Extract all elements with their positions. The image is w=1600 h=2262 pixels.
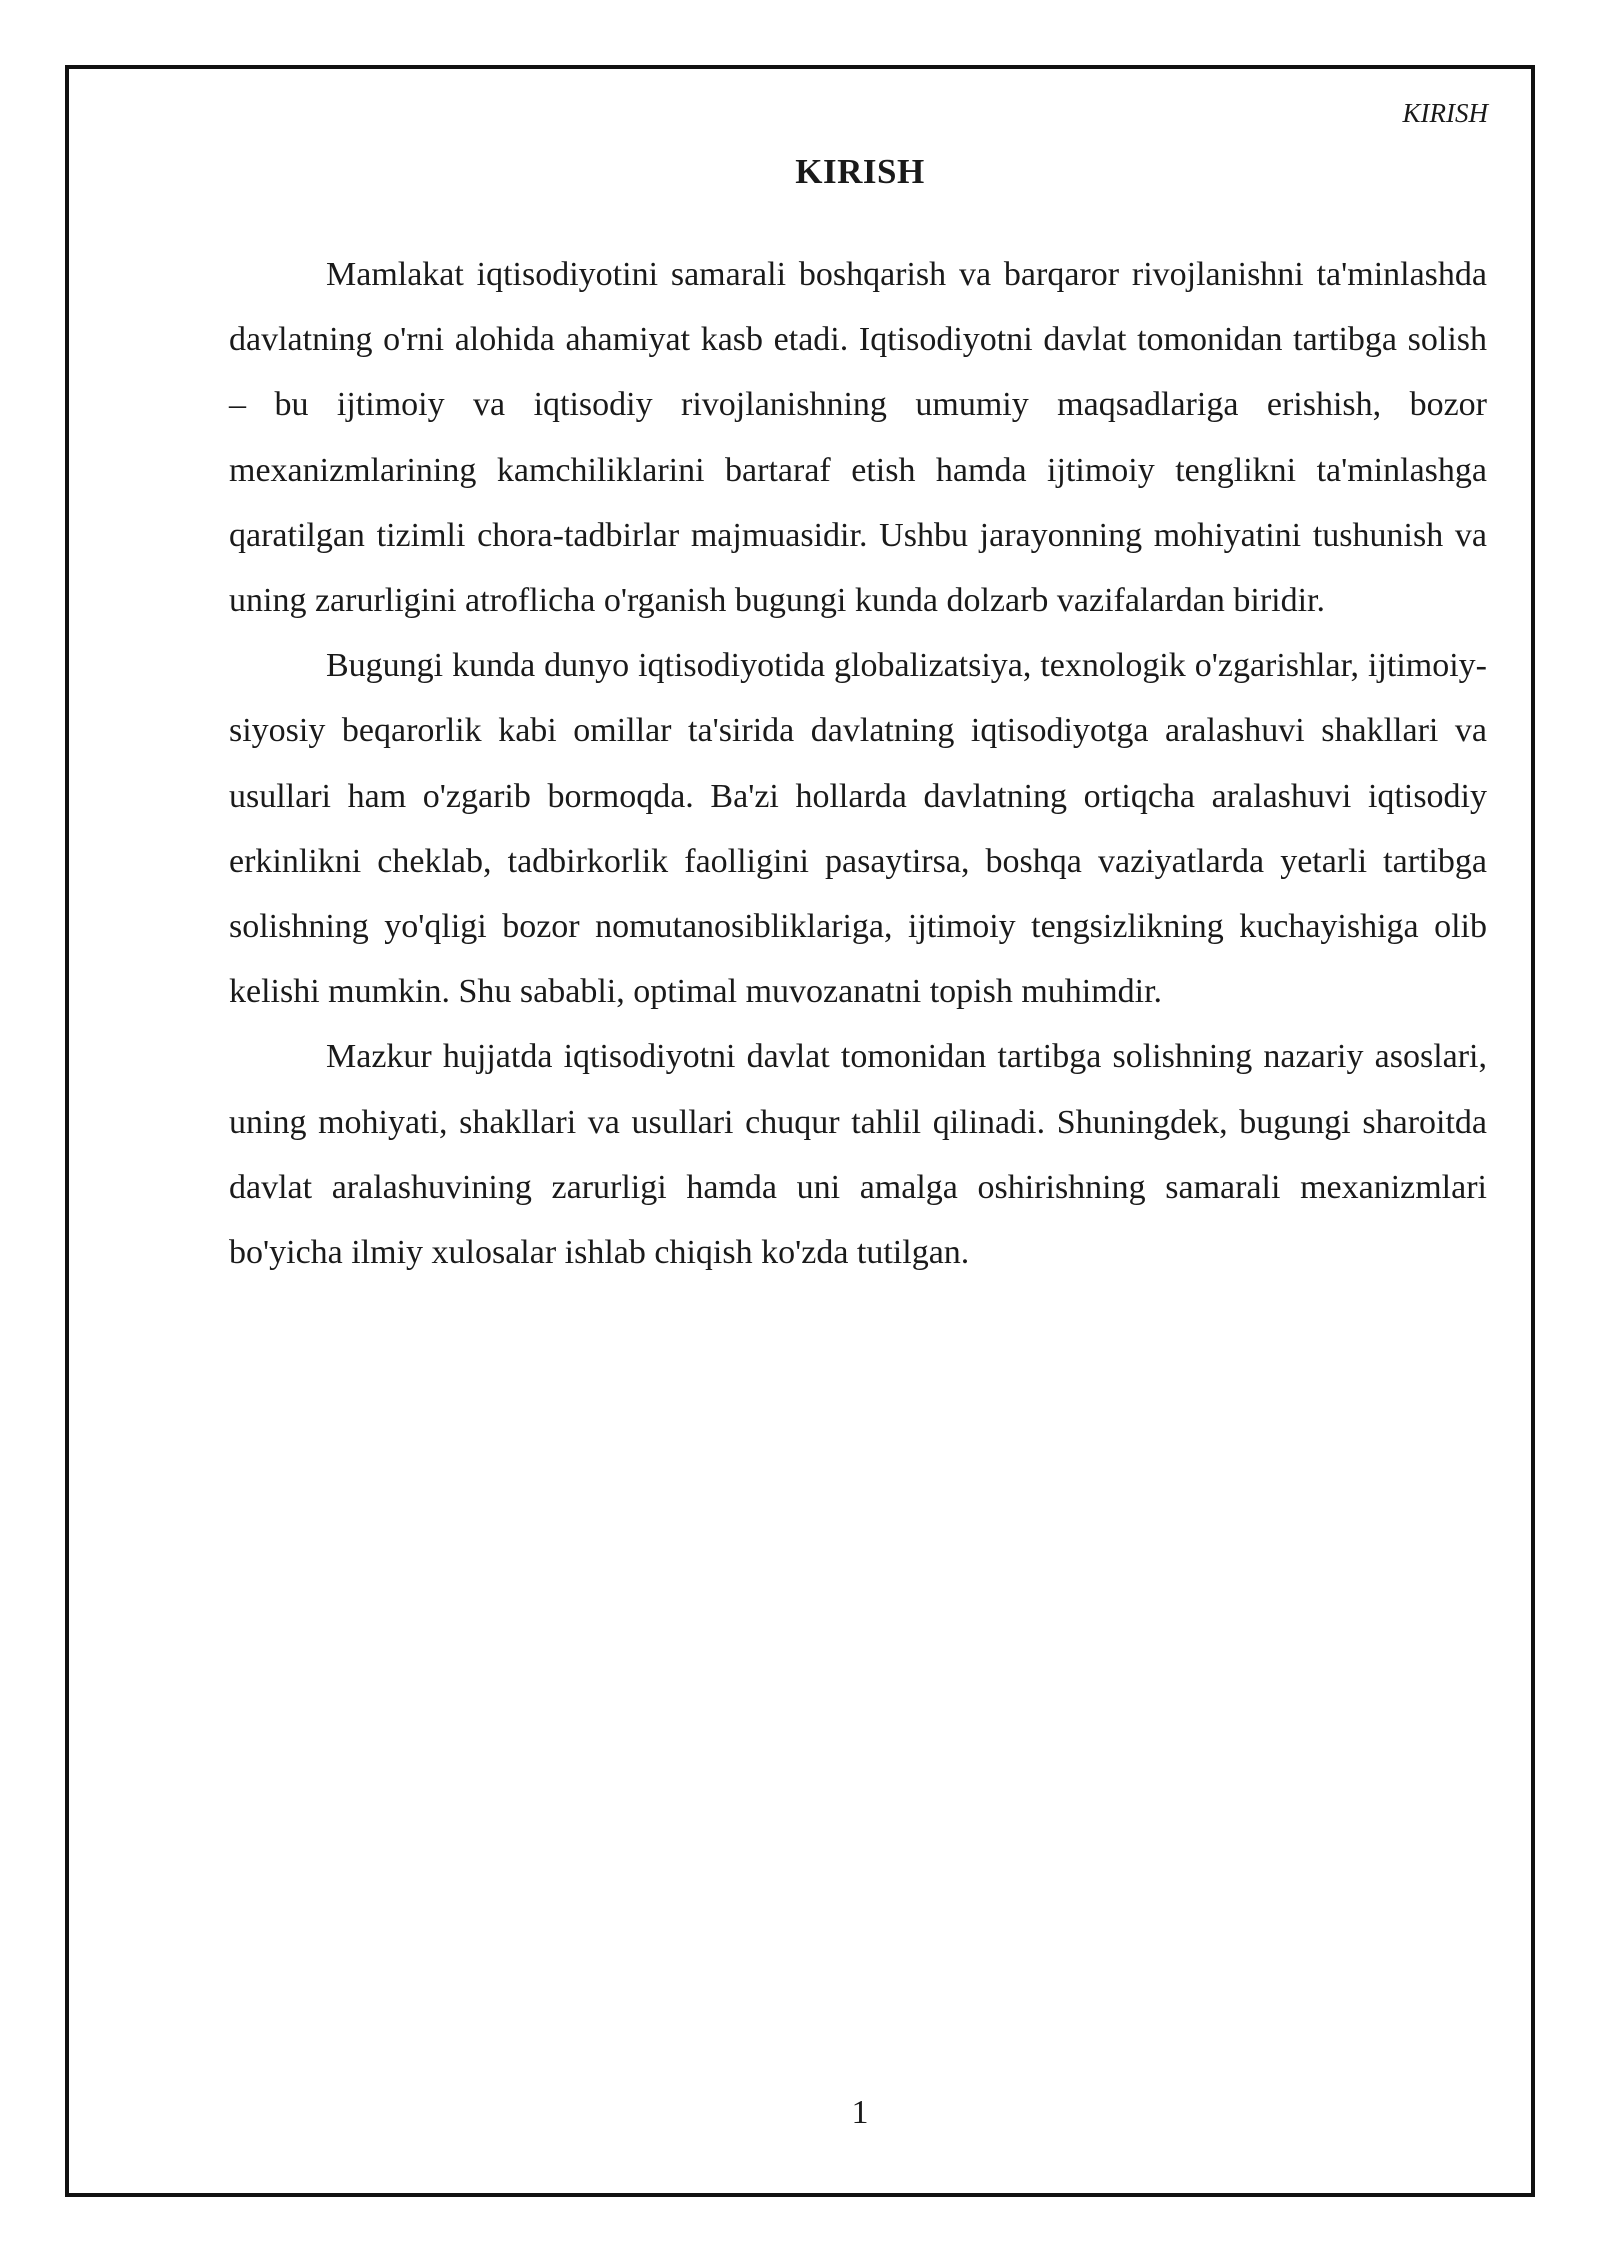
running-header: KIRISH xyxy=(1402,98,1488,128)
paragraph-1: Mamlakat iqtisodiyotini samarali boshqarish va barqaror rivojlanishni ta'minlashda davlatning o'rni alohida ahamiyat kasb etadi. Iqtisodiyotni davlat tomonidan tartibga solish – bu ijtimoiy va iqtisodiy rivojlanishning umumiy maqsadlariga erishish, bozor mexanizmlarining kamchiliklarini bartaraf etish hamda ijtimoiy tenglikni ta'minlashga qaratilgan tizimli chora-tadbirlar majmuasidir. Ushbu jarayonning mohiyatini tushunish va uning zarurligini atroflicha o'rganish bugungi kunda dolzarb vazifalardan biridir. xyxy=(229,256,1487,620)
body-text xyxy=(229,242,1487,1285)
section-title: KIRISH xyxy=(795,152,925,191)
paragraph-3: Mazkur hujjatda iqtisodiyotni davlat tomonidan tartibga solishning nazariy asoslari, uning mohiyati, shakllari va usullari chuqur tahlil qilinadi. Shuningdek, bugungi sharoitda davlat aralashuvining zarurligi hamda uni amalga oshirishning samarali mexanizmlari bo'yicha ilmiy xulosalar ishlab chiqish ko'zda tutilgan. xyxy=(229,1038,1487,1272)
paragraph-2: Bugungi kunda dunyo iqtisodiyotida globalizatsiya, texnologik o'zgarishlar, ijtimoiy-siyosiy beqarorlik kabi omillar ta'sirida davlatning iqtisodiyotga aralashuvi shakllari va usullari ham o'zgarib bormoqda. Ba'zi hollarda davlatning ortiqcha aralashuvi iqtisodiy erkinlikni cheklab, tadbirkorlik faolligini pasaytirsa, boshqa vaziyatlarda yetarli tartibga solishning yo'qligi bozor nomutanosibliklariga, ijtimoiy tengsizlikning kuchayishiga olib kelishi mumkin. Shu sababli, optimal muvozanatni topish muhimdir. xyxy=(229,647,1487,1011)
page-number: 1 xyxy=(851,2094,869,2131)
